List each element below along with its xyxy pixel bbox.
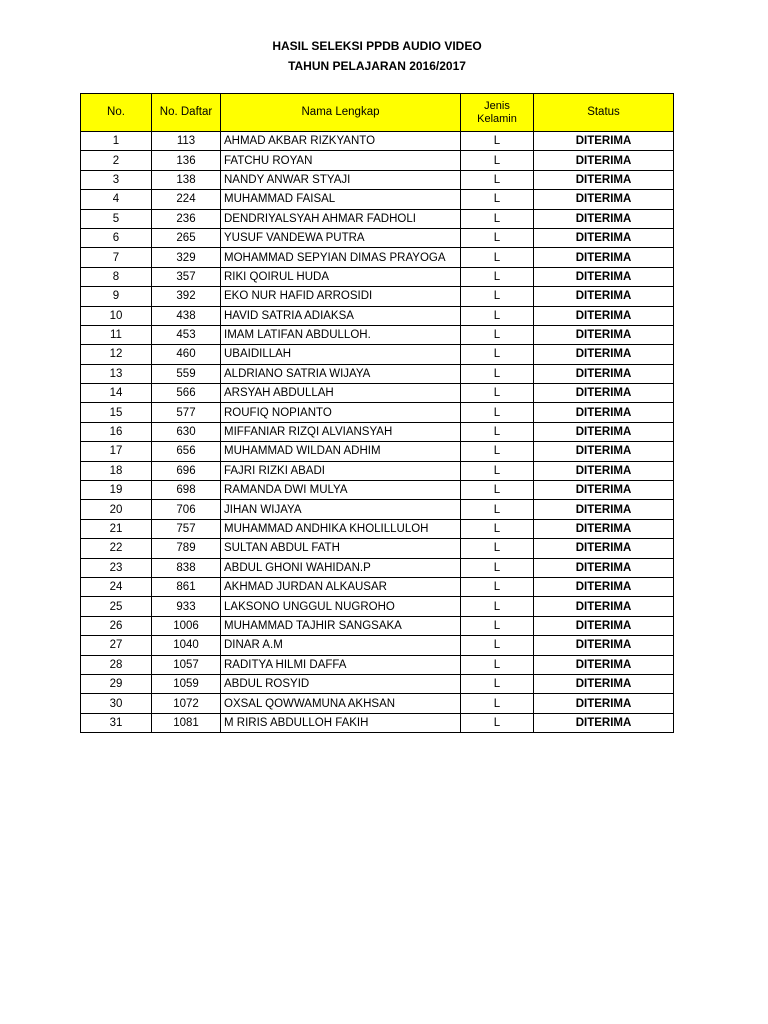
- cell-nama: ARSYAH ABDULLAH: [221, 384, 461, 403]
- cell-nama: FATCHU ROYAN: [221, 151, 461, 170]
- table-header-row: [81, 94, 674, 132]
- cell-no: 17: [81, 442, 152, 461]
- cell-jenis-kelamin: L: [461, 616, 534, 635]
- cell-no-daftar: 265: [152, 228, 221, 247]
- column-header-status: Status: [534, 94, 674, 132]
- cell-no-daftar: 630: [152, 422, 221, 441]
- cell-jenis-kelamin: L: [461, 636, 534, 655]
- table-row: [81, 325, 674, 344]
- cell-no-daftar: 566: [152, 384, 221, 403]
- cell-no-daftar: 236: [152, 209, 221, 228]
- cell-jenis-kelamin: L: [461, 694, 534, 713]
- table-row: [81, 422, 674, 441]
- table-row: [81, 694, 674, 713]
- cell-jenis-kelamin: L: [461, 713, 534, 732]
- column-header-no: No.: [81, 94, 152, 132]
- cell-no: 2: [81, 151, 152, 170]
- cell-no-daftar: 933: [152, 597, 221, 616]
- cell-no-daftar: 698: [152, 481, 221, 500]
- cell-no: 18: [81, 461, 152, 480]
- cell-no: 3: [81, 170, 152, 189]
- cell-jenis-kelamin: L: [461, 228, 534, 247]
- cell-no-daftar: 138: [152, 170, 221, 189]
- cell-jenis-kelamin: L: [461, 500, 534, 519]
- cell-nama: MIFFANIAR RIZQI ALVIANSYAH: [221, 422, 461, 441]
- cell-jenis-kelamin: L: [461, 597, 534, 616]
- cell-status: DITERIMA: [534, 190, 674, 209]
- cell-status: DITERIMA: [534, 151, 674, 170]
- cell-status: DITERIMA: [534, 616, 674, 635]
- cell-no-daftar: 757: [152, 519, 221, 538]
- table-row: [81, 364, 674, 383]
- cell-no-daftar: 1040: [152, 636, 221, 655]
- cell-no: 7: [81, 248, 152, 267]
- table-row: [81, 558, 674, 577]
- cell-no-daftar: 392: [152, 287, 221, 306]
- table-row: [81, 345, 674, 364]
- cell-no-daftar: 577: [152, 403, 221, 422]
- cell-no-daftar: 329: [152, 248, 221, 267]
- column-header-jenis-line1: Jenis: [484, 99, 510, 112]
- cell-nama: NANDY ANWAR STYAJI: [221, 170, 461, 189]
- cell-no-daftar: 1081: [152, 713, 221, 732]
- cell-no-daftar: 789: [152, 539, 221, 558]
- table-row: [81, 248, 674, 267]
- cell-jenis-kelamin: L: [461, 209, 534, 228]
- cell-jenis-kelamin: L: [461, 461, 534, 480]
- cell-no: 21: [81, 519, 152, 538]
- cell-status: DITERIMA: [534, 481, 674, 500]
- cell-jenis-kelamin: L: [461, 558, 534, 577]
- cell-no-daftar: 861: [152, 577, 221, 596]
- table-row: [81, 539, 674, 558]
- cell-no: 9: [81, 287, 152, 306]
- column-header-nama: Nama Lengkap: [221, 94, 461, 132]
- cell-jenis-kelamin: L: [461, 674, 534, 693]
- cell-status: DITERIMA: [534, 248, 674, 267]
- cell-jenis-kelamin: L: [461, 151, 534, 170]
- cell-no: 16: [81, 422, 152, 441]
- cell-no: 19: [81, 481, 152, 500]
- cell-no: 14: [81, 384, 152, 403]
- cell-jenis-kelamin: L: [461, 190, 534, 209]
- cell-nama: ALDRIANO SATRIA WIJAYA: [221, 364, 461, 383]
- cell-status: DITERIMA: [534, 636, 674, 655]
- cell-nama: IMAM LATIFAN ABDULLOH.: [221, 325, 461, 344]
- cell-status: DITERIMA: [534, 694, 674, 713]
- table-row: [81, 713, 674, 732]
- cell-no-daftar: 357: [152, 267, 221, 286]
- cell-no: 22: [81, 539, 152, 558]
- cell-jenis-kelamin: L: [461, 132, 534, 151]
- cell-no-daftar: 453: [152, 325, 221, 344]
- table-body: [81, 132, 674, 733]
- cell-status: DITERIMA: [534, 500, 674, 519]
- cell-nama: EKO NUR HAFID ARROSIDI: [221, 287, 461, 306]
- cell-nama: RADITYA HILMI DAFFA: [221, 655, 461, 674]
- cell-status: DITERIMA: [534, 364, 674, 383]
- cell-no-daftar: 113: [152, 132, 221, 151]
- cell-status: DITERIMA: [534, 170, 674, 189]
- cell-nama: OXSAL QOWWAMUNA AKHSAN: [221, 694, 461, 713]
- cell-nama: RAMANDA DWI MULYA: [221, 481, 461, 500]
- cell-jenis-kelamin: L: [461, 267, 534, 286]
- selection-results-table: [80, 93, 674, 733]
- cell-no-daftar: 838: [152, 558, 221, 577]
- cell-jenis-kelamin: L: [461, 539, 534, 558]
- table-row: [81, 267, 674, 286]
- cell-nama: MUHAMMAD ANDHIKA KHOLILLULOH: [221, 519, 461, 538]
- table-row: [81, 655, 674, 674]
- cell-no-daftar: 656: [152, 442, 221, 461]
- cell-no-daftar: 460: [152, 345, 221, 364]
- cell-jenis-kelamin: L: [461, 248, 534, 267]
- cell-status: DITERIMA: [534, 345, 674, 364]
- table-row: [81, 384, 674, 403]
- cell-nama: DINAR A.M: [221, 636, 461, 655]
- cell-status: DITERIMA: [534, 287, 674, 306]
- cell-jenis-kelamin: L: [461, 442, 534, 461]
- cell-jenis-kelamin: L: [461, 306, 534, 325]
- cell-jenis-kelamin: L: [461, 287, 534, 306]
- cell-status: DITERIMA: [534, 519, 674, 538]
- cell-no-daftar: 559: [152, 364, 221, 383]
- cell-nama: MOHAMMAD SEPYIAN DIMAS PRAYOGA: [221, 248, 461, 267]
- table-row: [81, 403, 674, 422]
- cell-nama: MUHAMMAD FAISAL: [221, 190, 461, 209]
- table-row: [81, 228, 674, 247]
- table-row: [81, 132, 674, 151]
- cell-no-daftar: 224: [152, 190, 221, 209]
- document-title-block: [0, 36, 754, 76]
- cell-nama: MUHAMMAD TAJHIR SANGSAKA: [221, 616, 461, 635]
- cell-nama: LAKSONO UNGGUL NUGROHO: [221, 597, 461, 616]
- table-row: [81, 577, 674, 596]
- cell-status: DITERIMA: [534, 403, 674, 422]
- cell-no: 8: [81, 267, 152, 286]
- cell-no: 23: [81, 558, 152, 577]
- cell-status: DITERIMA: [534, 655, 674, 674]
- cell-no: 6: [81, 228, 152, 247]
- cell-no-daftar: 136: [152, 151, 221, 170]
- cell-no: 26: [81, 616, 152, 635]
- table-row: [81, 461, 674, 480]
- cell-nama: SULTAN ABDUL FATH: [221, 539, 461, 558]
- cell-nama: ROUFIQ NOPIANTO: [221, 403, 461, 422]
- cell-no: 5: [81, 209, 152, 228]
- cell-nama: M RIRIS ABDULLOH FAKIH: [221, 713, 461, 732]
- cell-status: DITERIMA: [534, 325, 674, 344]
- cell-nama: RIKI QOIRUL HUDA: [221, 267, 461, 286]
- cell-nama: HAVID SATRIA ADIAKSA: [221, 306, 461, 325]
- table-row: [81, 597, 674, 616]
- cell-jenis-kelamin: L: [461, 422, 534, 441]
- cell-no: 24: [81, 577, 152, 596]
- table-row: [81, 636, 674, 655]
- document-subtitle: TAHUN PELAJARAN 2016/2017: [288, 59, 466, 73]
- cell-jenis-kelamin: L: [461, 519, 534, 538]
- table-row: [81, 287, 674, 306]
- table-row: [81, 170, 674, 189]
- cell-no-daftar: 696: [152, 461, 221, 480]
- cell-status: DITERIMA: [534, 674, 674, 693]
- cell-status: DITERIMA: [534, 577, 674, 596]
- document-title: HASIL SELEKSI PPDB AUDIO VIDEO: [272, 39, 482, 53]
- cell-no: 20: [81, 500, 152, 519]
- column-header-jenis-line2: Kelamin: [477, 112, 517, 125]
- column-header-jenis-kelamin: [461, 94, 534, 132]
- cell-jenis-kelamin: L: [461, 364, 534, 383]
- cell-no: 11: [81, 325, 152, 344]
- cell-jenis-kelamin: L: [461, 345, 534, 364]
- cell-no: 29: [81, 674, 152, 693]
- cell-status: DITERIMA: [534, 306, 674, 325]
- cell-jenis-kelamin: L: [461, 655, 534, 674]
- cell-nama: AKHMAD JURDAN ALKAUSAR: [221, 577, 461, 596]
- cell-no-daftar: 706: [152, 500, 221, 519]
- cell-no: 30: [81, 694, 152, 713]
- cell-status: DITERIMA: [534, 442, 674, 461]
- cell-nama: UBAIDILLAH: [221, 345, 461, 364]
- cell-status: DITERIMA: [534, 384, 674, 403]
- table-row: [81, 306, 674, 325]
- table-row: [81, 442, 674, 461]
- cell-no: 25: [81, 597, 152, 616]
- cell-jenis-kelamin: L: [461, 481, 534, 500]
- cell-no: 31: [81, 713, 152, 732]
- table-row: [81, 151, 674, 170]
- cell-no: 4: [81, 190, 152, 209]
- cell-status: DITERIMA: [534, 422, 674, 441]
- cell-status: DITERIMA: [534, 228, 674, 247]
- cell-nama: JIHAN WIJAYA: [221, 500, 461, 519]
- cell-no: 13: [81, 364, 152, 383]
- cell-no: 12: [81, 345, 152, 364]
- table-row: [81, 519, 674, 538]
- cell-nama: MUHAMMAD WILDAN ADHIM: [221, 442, 461, 461]
- cell-status: DITERIMA: [534, 461, 674, 480]
- table-row: [81, 674, 674, 693]
- cell-no-daftar: 438: [152, 306, 221, 325]
- cell-status: DITERIMA: [534, 267, 674, 286]
- column-header-no-daftar: No. Daftar: [152, 94, 221, 132]
- cell-no: 27: [81, 636, 152, 655]
- cell-status: DITERIMA: [534, 597, 674, 616]
- cell-nama: DENDRIYALSYAH AHMAR FADHOLI: [221, 209, 461, 228]
- cell-jenis-kelamin: L: [461, 384, 534, 403]
- cell-no-daftar: 1057: [152, 655, 221, 674]
- cell-status: DITERIMA: [534, 558, 674, 577]
- cell-nama: ABDUL ROSYID: [221, 674, 461, 693]
- cell-no: 28: [81, 655, 152, 674]
- cell-nama: ABDUL GHONI WAHIDAN.P: [221, 558, 461, 577]
- cell-status: DITERIMA: [534, 209, 674, 228]
- cell-nama: FAJRI RIZKI ABADI: [221, 461, 461, 480]
- cell-no: 10: [81, 306, 152, 325]
- cell-no-daftar: 1072: [152, 694, 221, 713]
- table-row: [81, 500, 674, 519]
- cell-jenis-kelamin: L: [461, 170, 534, 189]
- cell-jenis-kelamin: L: [461, 577, 534, 596]
- table-row: [81, 209, 674, 228]
- cell-nama: AHMAD AKBAR RIZKYANTO: [221, 132, 461, 151]
- cell-no-daftar: 1059: [152, 674, 221, 693]
- cell-no: 1: [81, 132, 152, 151]
- table-row: [81, 481, 674, 500]
- cell-jenis-kelamin: L: [461, 403, 534, 422]
- cell-status: DITERIMA: [534, 713, 674, 732]
- cell-jenis-kelamin: L: [461, 325, 534, 344]
- table-row: [81, 190, 674, 209]
- cell-nama: YUSUF VANDEWA PUTRA: [221, 228, 461, 247]
- cell-status: DITERIMA: [534, 132, 674, 151]
- cell-status: DITERIMA: [534, 539, 674, 558]
- cell-no-daftar: 1006: [152, 616, 221, 635]
- table-row: [81, 616, 674, 635]
- cell-no: 15: [81, 403, 152, 422]
